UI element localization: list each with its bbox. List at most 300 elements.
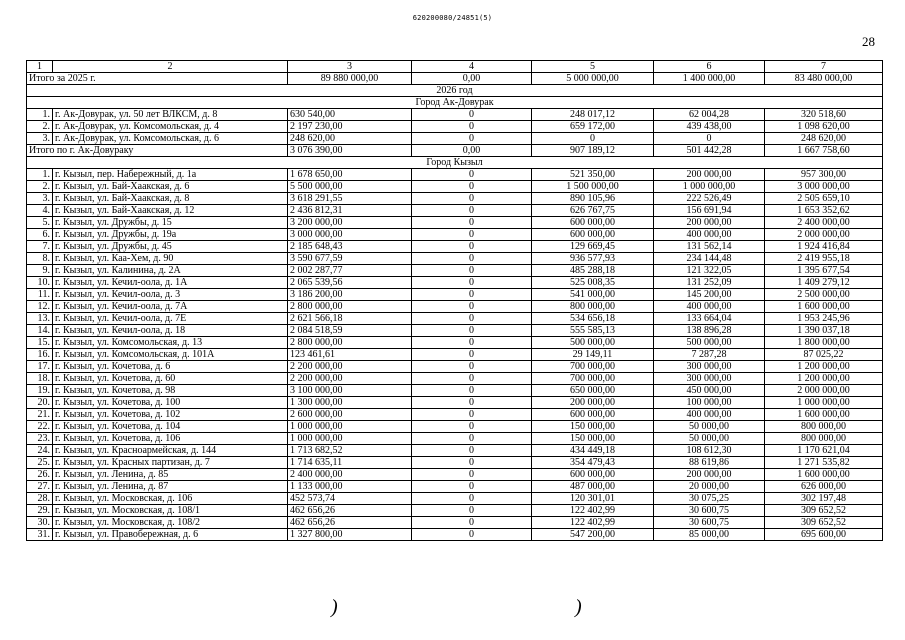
table-row xyxy=(27,229,883,241)
table-row xyxy=(27,181,883,193)
value-cell: 0 xyxy=(412,313,532,325)
address-cell: г. Кызыл, ул. Кочетова, д. 102 xyxy=(53,409,288,421)
address-cell: г. Кызыл, ул. Московская, д. 108/2 xyxy=(53,517,288,529)
value-cell: 2 505 659,10 xyxy=(765,193,883,205)
value-cell: 320 518,60 xyxy=(765,109,883,121)
row-number: 20. xyxy=(27,397,53,409)
value-cell: 1 500 000,00 xyxy=(532,181,654,193)
address-cell: г. Кызыл, ул. Кочетова, д. 106 xyxy=(53,433,288,445)
address-cell: г. Кызыл, ул. Дружбы, д. 15 xyxy=(53,217,288,229)
value-cell: 2 419 955,18 xyxy=(765,253,883,265)
row-number: 31. xyxy=(27,529,53,541)
table-row xyxy=(27,397,883,409)
address-cell: г. Кызыл, ул. Кечил-оола, д. 7А xyxy=(53,301,288,313)
value-cell: 30 600,75 xyxy=(654,505,765,517)
value-cell: 200 000,00 xyxy=(654,169,765,181)
table-row xyxy=(27,349,883,361)
total-label: Итого по г. Ак-Довураку xyxy=(27,145,288,157)
row-number: 5. xyxy=(27,217,53,229)
value-cell: 138 896,28 xyxy=(654,325,765,337)
value-cell: 234 144,48 xyxy=(654,253,765,265)
table-row xyxy=(27,277,883,289)
total-value: 5 000 000,00 xyxy=(532,73,654,85)
budget-table-body xyxy=(27,61,883,541)
table-row xyxy=(27,421,883,433)
value-cell: 108 612,30 xyxy=(654,445,765,457)
table-row xyxy=(27,289,883,301)
total-cost-cell: 1 713 682,52 xyxy=(288,445,412,457)
value-cell: 0 xyxy=(412,457,532,469)
address-cell: г. Кызыл, ул. Правобережная, д. 6 xyxy=(53,529,288,541)
value-cell: 1 390 037,18 xyxy=(765,325,883,337)
value-cell: 0 xyxy=(412,469,532,481)
value-cell: 600 000,00 xyxy=(532,229,654,241)
total-label: Итого за 2025 г. xyxy=(27,73,288,85)
row-number: 13. xyxy=(27,313,53,325)
value-cell: 500 000,00 xyxy=(532,337,654,349)
value-cell: 0 xyxy=(412,529,532,541)
column-number: 7 xyxy=(765,61,883,73)
value-cell: 600 000,00 xyxy=(532,217,654,229)
value-cell: 400 000,00 xyxy=(654,301,765,313)
column-number: 6 xyxy=(654,61,765,73)
row-number: 7. xyxy=(27,241,53,253)
value-cell: 0 xyxy=(412,505,532,517)
value-cell: 0 xyxy=(412,301,532,313)
table-row xyxy=(27,193,883,205)
total-value: 1 400 000,00 xyxy=(654,73,765,85)
value-cell: 300 000,00 xyxy=(654,361,765,373)
handwritten-mark: ) xyxy=(331,596,338,618)
value-cell: 547 200,00 xyxy=(532,529,654,541)
value-cell: 1 409 279,12 xyxy=(765,277,883,289)
value-cell: 85 000,00 xyxy=(654,529,765,541)
value-cell: 1 924 416,84 xyxy=(765,241,883,253)
value-cell: 248 017,12 xyxy=(532,109,654,121)
address-cell: г. Кызыл, ул. Дружбы, д. 19а xyxy=(53,229,288,241)
total-cost-cell: 5 500 000,00 xyxy=(288,181,412,193)
total-value: 501 442,28 xyxy=(654,145,765,157)
value-cell: 555 585,13 xyxy=(532,325,654,337)
total-cost-cell: 1 133 000,00 xyxy=(288,481,412,493)
value-cell: 87 025,22 xyxy=(765,349,883,361)
total-value: 83 480 000,00 xyxy=(765,73,883,85)
table-row xyxy=(27,325,883,337)
total-cost-cell: 2 200 000,00 xyxy=(288,361,412,373)
row-number: 2. xyxy=(27,181,53,193)
total-value: 0,00 xyxy=(412,145,532,157)
value-cell: 700 000,00 xyxy=(532,373,654,385)
value-cell: 2 000 000,00 xyxy=(765,385,883,397)
total-cost-cell: 3 618 291,55 xyxy=(288,193,412,205)
value-cell: 521 350,00 xyxy=(532,169,654,181)
address-cell: г. Кызыл, ул. Кечил-оола, д. 3 xyxy=(53,289,288,301)
value-cell: 626 767,75 xyxy=(532,205,654,217)
total-cost-cell: 2 800 000,00 xyxy=(288,337,412,349)
row-number: 24. xyxy=(27,445,53,457)
value-cell: 0 xyxy=(654,133,765,145)
value-cell: 30 075,25 xyxy=(654,493,765,505)
city-total-row xyxy=(27,145,883,157)
value-cell: 122 402,99 xyxy=(532,505,654,517)
value-cell: 439 438,00 xyxy=(654,121,765,133)
row-number: 18. xyxy=(27,373,53,385)
table-row xyxy=(27,373,883,385)
value-cell: 0 xyxy=(412,229,532,241)
value-cell: 800 000,00 xyxy=(765,421,883,433)
row-number: 11. xyxy=(27,289,53,301)
value-cell: 0 xyxy=(412,433,532,445)
row-number: 19. xyxy=(27,385,53,397)
column-number: 5 xyxy=(532,61,654,73)
value-cell: 0 xyxy=(412,265,532,277)
table-row xyxy=(27,529,883,541)
row-number: 28. xyxy=(27,493,53,505)
total-cost-cell: 2 436 812,31 xyxy=(288,205,412,217)
value-cell: 0 xyxy=(412,409,532,421)
value-cell: 129 669,45 xyxy=(532,241,654,253)
city-heading: Город Кызыл xyxy=(27,157,883,169)
row-number: 21. xyxy=(27,409,53,421)
value-cell: 100 000,00 xyxy=(654,397,765,409)
value-cell: 1 600 000,00 xyxy=(765,301,883,313)
value-cell: 133 664,04 xyxy=(654,313,765,325)
total-cost-cell: 2 400 000,00 xyxy=(288,469,412,481)
total-cost-cell: 2 200 000,00 xyxy=(288,373,412,385)
total-cost-cell: 452 573,74 xyxy=(288,493,412,505)
value-cell: 1 200 000,00 xyxy=(765,373,883,385)
address-cell: г. Кызыл, ул. Кочетова, д. 104 xyxy=(53,421,288,433)
total-cost-cell: 2 084 518,59 xyxy=(288,325,412,337)
value-cell: 0 xyxy=(412,277,532,289)
value-cell: 222 526,49 xyxy=(654,193,765,205)
address-cell: г. Кызыл, ул. Кочетова, д. 100 xyxy=(53,397,288,409)
table-row xyxy=(27,445,883,457)
value-cell: 200 000,00 xyxy=(532,397,654,409)
budget-table xyxy=(26,60,883,541)
city-heading-row xyxy=(27,97,883,109)
value-cell: 400 000,00 xyxy=(654,229,765,241)
value-cell: 200 000,00 xyxy=(654,469,765,481)
address-cell: г. Кызыл, ул. Московская, д. 106 xyxy=(53,493,288,505)
row-number: 4. xyxy=(27,205,53,217)
value-cell: 1 170 621,04 xyxy=(765,445,883,457)
total-cost-cell: 2 621 566,18 xyxy=(288,313,412,325)
value-cell: 0 xyxy=(412,445,532,457)
table-row xyxy=(27,133,883,145)
table-row xyxy=(27,253,883,265)
value-cell: 0 xyxy=(412,337,532,349)
address-cell: г. Кызыл, ул. Ленина, д. 87 xyxy=(53,481,288,493)
table-row xyxy=(27,385,883,397)
value-cell: 800 000,00 xyxy=(765,433,883,445)
value-cell: 30 600,75 xyxy=(654,517,765,529)
total-cost-cell: 2 002 287,77 xyxy=(288,265,412,277)
value-cell: 200 000,00 xyxy=(654,217,765,229)
row-number: 1. xyxy=(27,109,53,121)
value-cell: 0 xyxy=(412,205,532,217)
address-cell: г. Кызыл, ул. Ленина, д. 85 xyxy=(53,469,288,481)
address-cell: г. Кызыл, ул. Комсомольская, д. 13 xyxy=(53,337,288,349)
value-cell: 150 000,00 xyxy=(532,421,654,433)
table-row xyxy=(27,265,883,277)
value-cell: 0 xyxy=(412,349,532,361)
table-row xyxy=(27,337,883,349)
address-cell: г. Кызыл, ул. Кочетова, д. 98 xyxy=(53,385,288,397)
value-cell: 0 xyxy=(412,193,532,205)
value-cell: 0 xyxy=(412,517,532,529)
address-cell: г. Ак-Довурак, ул. Комсомольская, д. 6 xyxy=(53,133,288,145)
address-cell: г. Кызыл, ул. Красноармейская, д. 144 xyxy=(53,445,288,457)
address-cell: г. Кызыл, ул. Кочетова, д. 6 xyxy=(53,361,288,373)
value-cell: 600 000,00 xyxy=(532,469,654,481)
total-cost-cell: 1 300 000,00 xyxy=(288,397,412,409)
total-value: 0,00 xyxy=(412,73,532,85)
value-cell: 957 300,00 xyxy=(765,169,883,181)
table-row xyxy=(27,493,883,505)
value-cell: 485 288,18 xyxy=(532,265,654,277)
address-cell: г. Ак-Довурак, ул. Комсомольская, д. 4 xyxy=(53,121,288,133)
value-cell: 525 008,35 xyxy=(532,277,654,289)
value-cell: 3 000 000,00 xyxy=(765,181,883,193)
value-cell: 1 395 677,54 xyxy=(765,265,883,277)
total-value: 3 076 390,00 xyxy=(288,145,412,157)
row-number: 14. xyxy=(27,325,53,337)
row-number: 15. xyxy=(27,337,53,349)
value-cell: 248 620,00 xyxy=(765,133,883,145)
value-cell: 700 000,00 xyxy=(532,361,654,373)
value-cell: 122 402,99 xyxy=(532,517,654,529)
value-cell: 20 000,00 xyxy=(654,481,765,493)
total-2025-row xyxy=(27,73,883,85)
row-number: 26. xyxy=(27,469,53,481)
address-cell: г. Кызыл, ул. Красных партизан, д. 7 xyxy=(53,457,288,469)
value-cell: 936 577,93 xyxy=(532,253,654,265)
total-value: 89 880 000,00 xyxy=(288,73,412,85)
row-number: 6. xyxy=(27,229,53,241)
value-cell: 2 000 000,00 xyxy=(765,229,883,241)
total-cost-cell: 462 656,26 xyxy=(288,517,412,529)
row-number: 8. xyxy=(27,253,53,265)
value-cell: 0 xyxy=(412,373,532,385)
row-number: 2. xyxy=(27,121,53,133)
total-value: 907 189,12 xyxy=(532,145,654,157)
value-cell: 1 653 352,62 xyxy=(765,205,883,217)
total-cost-cell: 1 714 635,11 xyxy=(288,457,412,469)
value-cell: 0 xyxy=(412,493,532,505)
column-number: 2 xyxy=(53,61,288,73)
value-cell: 650 000,00 xyxy=(532,385,654,397)
value-cell: 0 xyxy=(412,325,532,337)
value-cell: 0 xyxy=(412,385,532,397)
total-cost-cell: 1 327 800,00 xyxy=(288,529,412,541)
value-cell: 0 xyxy=(532,133,654,145)
value-cell: 0 xyxy=(412,397,532,409)
table-row xyxy=(27,301,883,313)
address-cell: г. Кызыл, ул. Бай-Хаакская, д. 8 xyxy=(53,193,288,205)
table-row xyxy=(27,457,883,469)
address-cell: г. Кызыл, ул. Бай-Хаакская, д. 12 xyxy=(53,205,288,217)
table-row xyxy=(27,109,883,121)
total-cost-cell: 3 000 000,00 xyxy=(288,229,412,241)
total-cost-cell: 2 600 000,00 xyxy=(288,409,412,421)
value-cell: 1 600 000,00 xyxy=(765,469,883,481)
total-cost-cell: 1 000 000,00 xyxy=(288,433,412,445)
address-cell: г. Кызыл, ул. Дружбы, д. 45 xyxy=(53,241,288,253)
total-value: 1 667 758,60 xyxy=(765,145,883,157)
value-cell: 120 301,01 xyxy=(532,493,654,505)
value-cell: 534 656,18 xyxy=(532,313,654,325)
value-cell: 0 xyxy=(412,133,532,145)
row-number: 9. xyxy=(27,265,53,277)
total-cost-cell: 462 656,26 xyxy=(288,505,412,517)
row-number: 25. xyxy=(27,457,53,469)
value-cell: 0 xyxy=(412,217,532,229)
address-cell: г. Кызыл, пер. Набережный, д. 1а xyxy=(53,169,288,181)
value-cell: 695 600,00 xyxy=(765,529,883,541)
total-cost-cell: 3 590 677,59 xyxy=(288,253,412,265)
address-cell: г. Кызыл, ул. Комсомольская, д. 101А xyxy=(53,349,288,361)
value-cell: 1 000 000,00 xyxy=(765,397,883,409)
value-cell: 890 105,96 xyxy=(532,193,654,205)
value-cell: 121 322,05 xyxy=(654,265,765,277)
row-number: 10. xyxy=(27,277,53,289)
value-cell: 0 xyxy=(412,421,532,433)
total-cost-cell: 1 000 000,00 xyxy=(288,421,412,433)
address-cell: г. Кызыл, ул. Калинина, д. 2А xyxy=(53,265,288,277)
row-number: 17. xyxy=(27,361,53,373)
table-row xyxy=(27,169,883,181)
address-cell: г. Кызыл, ул. Бай-Хаакская, д. 6 xyxy=(53,181,288,193)
table-row xyxy=(27,217,883,229)
row-number: 27. xyxy=(27,481,53,493)
total-cost-cell: 1 678 650,00 xyxy=(288,169,412,181)
value-cell: 0 xyxy=(412,181,532,193)
table-row xyxy=(27,481,883,493)
address-cell: г. Кызыл, ул. Кочетова, д. 60 xyxy=(53,373,288,385)
total-cost-cell: 630 540,00 xyxy=(288,109,412,121)
value-cell: 1 098 620,00 xyxy=(765,121,883,133)
value-cell: 7 287,28 xyxy=(654,349,765,361)
value-cell: 800 000,00 xyxy=(532,301,654,313)
value-cell: 150 000,00 xyxy=(532,433,654,445)
address-cell: г. Кызыл, ул. Каа-Хем, д. 90 xyxy=(53,253,288,265)
total-cost-cell: 2 185 648,43 xyxy=(288,241,412,253)
value-cell: 0 xyxy=(412,241,532,253)
document-barcode-text: 620200080/24851(5) xyxy=(412,14,493,22)
value-cell: 450 000,00 xyxy=(654,385,765,397)
column-number: 4 xyxy=(412,61,532,73)
value-cell: 0 xyxy=(412,121,532,133)
total-cost-cell: 3 100 000,00 xyxy=(288,385,412,397)
page-number: 28 xyxy=(862,34,875,49)
value-cell: 0 xyxy=(412,169,532,181)
city-heading: Город Ак-Довурак xyxy=(27,97,883,109)
value-cell: 1 271 535,82 xyxy=(765,457,883,469)
row-number: 12. xyxy=(27,301,53,313)
value-cell: 354 479,43 xyxy=(532,457,654,469)
total-cost-cell: 3 200 000,00 xyxy=(288,217,412,229)
total-cost-cell: 2 065 539,56 xyxy=(288,277,412,289)
value-cell: 500 000,00 xyxy=(654,337,765,349)
row-number: 3. xyxy=(27,133,53,145)
value-cell: 1 000 000,00 xyxy=(654,181,765,193)
year-heading: 2026 год xyxy=(27,85,883,97)
value-cell: 600 000,00 xyxy=(532,409,654,421)
value-cell: 1 800 000,00 xyxy=(765,337,883,349)
total-cost-cell: 248 620,00 xyxy=(288,133,412,145)
city-heading-row xyxy=(27,157,883,169)
row-number: 30. xyxy=(27,517,53,529)
table-row xyxy=(27,469,883,481)
value-cell: 0 xyxy=(412,253,532,265)
column-number-row xyxy=(27,61,883,73)
value-cell: 131 252,09 xyxy=(654,277,765,289)
value-cell: 1 953 245,96 xyxy=(765,313,883,325)
value-cell: 487 000,00 xyxy=(532,481,654,493)
value-cell: 0 xyxy=(412,361,532,373)
total-cost-cell: 3 186 200,00 xyxy=(288,289,412,301)
table-row xyxy=(27,313,883,325)
address-cell: г. Кызыл, ул. Кечил-оола, д. 1А xyxy=(53,277,288,289)
table-row xyxy=(27,121,883,133)
table-row xyxy=(27,433,883,445)
row-number: 16. xyxy=(27,349,53,361)
value-cell: 302 197,48 xyxy=(765,493,883,505)
value-cell: 29 149,11 xyxy=(532,349,654,361)
value-cell: 309 652,52 xyxy=(765,505,883,517)
value-cell: 62 004,28 xyxy=(654,109,765,121)
column-number: 1 xyxy=(27,61,53,73)
row-number: 1. xyxy=(27,169,53,181)
value-cell: 1 200 000,00 xyxy=(765,361,883,373)
table-row xyxy=(27,205,883,217)
value-cell: 88 619,86 xyxy=(654,457,765,469)
value-cell: 2 400 000,00 xyxy=(765,217,883,229)
value-cell: 626 000,00 xyxy=(765,481,883,493)
row-number: 29. xyxy=(27,505,53,517)
address-cell: г. Кызыл, ул. Кечил-оола, д. 7Е xyxy=(53,313,288,325)
value-cell: 659 172,00 xyxy=(532,121,654,133)
address-cell: г. Ак-Довурак, ул. 50 лет ВЛКСМ, д. 8 xyxy=(53,109,288,121)
table-row xyxy=(27,241,883,253)
value-cell: 0 xyxy=(412,289,532,301)
value-cell: 434 449,18 xyxy=(532,445,654,457)
year-heading-row xyxy=(27,85,883,97)
total-cost-cell: 2 800 000,00 xyxy=(288,301,412,313)
address-cell: г. Кызыл, ул. Московская, д. 108/1 xyxy=(53,505,288,517)
handwritten-mark: ) xyxy=(575,596,582,618)
value-cell: 145 200,00 xyxy=(654,289,765,301)
total-cost-cell: 2 197 230,00 xyxy=(288,121,412,133)
value-cell: 309 652,52 xyxy=(765,517,883,529)
row-number: 23. xyxy=(27,433,53,445)
value-cell: 50 000,00 xyxy=(654,433,765,445)
value-cell: 50 000,00 xyxy=(654,421,765,433)
table-row xyxy=(27,361,883,373)
table-row xyxy=(27,409,883,421)
value-cell: 541 000,00 xyxy=(532,289,654,301)
row-number: 3. xyxy=(27,193,53,205)
table-row xyxy=(27,517,883,529)
table-row xyxy=(27,505,883,517)
value-cell: 2 500 000,00 xyxy=(765,289,883,301)
row-number: 22. xyxy=(27,421,53,433)
value-cell: 1 600 000,00 xyxy=(765,409,883,421)
total-cost-cell: 123 461,61 xyxy=(288,349,412,361)
value-cell: 300 000,00 xyxy=(654,373,765,385)
value-cell: 400 000,00 xyxy=(654,409,765,421)
